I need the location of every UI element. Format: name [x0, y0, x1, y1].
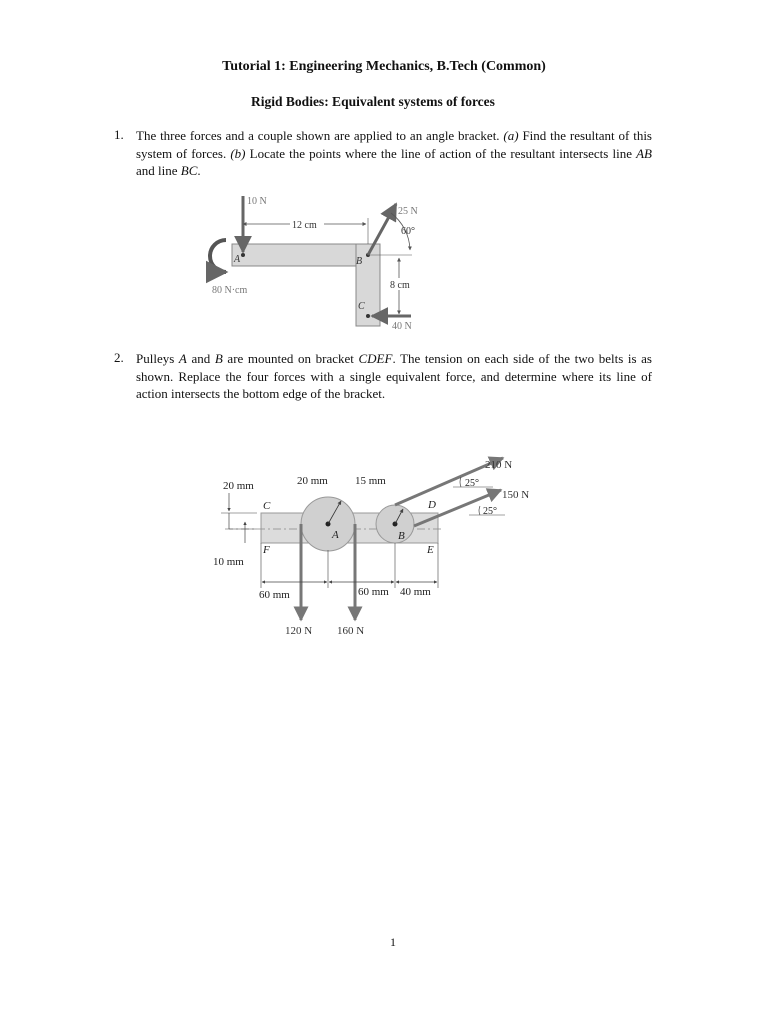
force-160n-label: 160 N — [337, 625, 365, 637]
q1-part-b-label: (b) — [230, 145, 246, 161]
q1-text-segment: and line — [136, 163, 181, 178]
q2-text-segment: and — [186, 351, 215, 366]
point-c-label: C — [263, 500, 271, 512]
point-a-label: A — [332, 529, 339, 541]
angle-top-arc — [460, 477, 461, 487]
angle-60-label: 60° — [401, 226, 415, 237]
point-f-label: F — [263, 544, 270, 556]
q2-pulley-b: B — [214, 351, 223, 366]
couple-label: 80 N·cm — [212, 285, 248, 296]
force-210n-label: 210 N — [485, 459, 513, 471]
point-d-label: D — [428, 499, 436, 511]
point-e-label: E — [427, 544, 434, 556]
page-number: 1 — [390, 935, 396, 949]
force-150n-label: 150 N — [502, 489, 530, 501]
dimension-8cm-label: 8 cm — [390, 280, 410, 291]
q2-bracket-name: CDEF — [358, 351, 393, 366]
q1-text-segment: The three forces and a couple shown are applied to an angle bracket. — [136, 128, 504, 143]
dimension-20mm-left-label: 20 mm — [223, 480, 254, 492]
question-2-number: 2. — [114, 350, 124, 365]
section-title: Rigid Bodies: Equivalent systems of forces — [251, 94, 495, 109]
question-2-text — [136, 350, 652, 403]
question-1-text — [136, 127, 652, 180]
force-40n-label: 40 N — [392, 321, 412, 332]
question-1-number: 1. — [114, 127, 124, 142]
dimension-20mm-top-label: 20 mm — [297, 475, 328, 487]
point-a-dot — [241, 253, 245, 257]
dimension-15mm-label: 15 mm — [355, 475, 386, 487]
q1-line-bc: BC — [180, 163, 198, 178]
couple-arrow — [210, 240, 226, 272]
force-25n-arrow — [368, 204, 396, 255]
dimension-60mm-left-label: 60 mm — [259, 589, 290, 601]
angle-bottom-label: 25° — [483, 506, 497, 517]
point-c-dot — [366, 314, 370, 318]
q1-text-segment: Find the resultant of this system of forces. — [136, 128, 652, 161]
q2-pulley-a: A — [178, 351, 187, 366]
page-title: Tutorial 1: Engineering Mechanics, B.Tech (Common) — [222, 59, 546, 74]
angle-bottom-arc — [479, 506, 480, 515]
dimension-60mm-mid-label: 60 mm — [358, 586, 389, 598]
force-10n-label: 10 N — [247, 196, 267, 207]
pulley-bracket-figure — [205, 450, 550, 645]
angle-top-label: 25° — [465, 478, 479, 489]
force-25n-label: 25 N — [398, 206, 418, 217]
q2-text-segment: . The tension on each side of the two belts is as shown. Replace the four forces with a single equivalent force, and determine where its line of action intersects the bottom edge of the bracket. — [136, 351, 652, 401]
dimension-40mm-label: 40 mm — [400, 586, 431, 598]
q1-part-a-label: (a) — [503, 128, 519, 143]
point-b-label: B — [356, 256, 363, 267]
angle-bracket-figure — [206, 188, 428, 338]
point-b-label: B — [398, 530, 405, 542]
q2-text-segment: Pulleys — [136, 351, 179, 366]
q1-line-ab: AB — [636, 145, 652, 161]
dimension-12cm-label: 12 cm — [292, 220, 317, 231]
point-c-label: C — [358, 301, 365, 312]
q1-text-segment: Locate the points where the line of action of the resultant intersects line — [245, 145, 637, 161]
q1-text-segment: . — [197, 163, 201, 178]
point-a-label: A — [234, 254, 241, 265]
q2-text-segment: are mounted on bracket — [222, 351, 359, 366]
dimension-10mm-label: 10 mm — [213, 556, 244, 568]
force-120n-label: 120 N — [285, 625, 313, 637]
